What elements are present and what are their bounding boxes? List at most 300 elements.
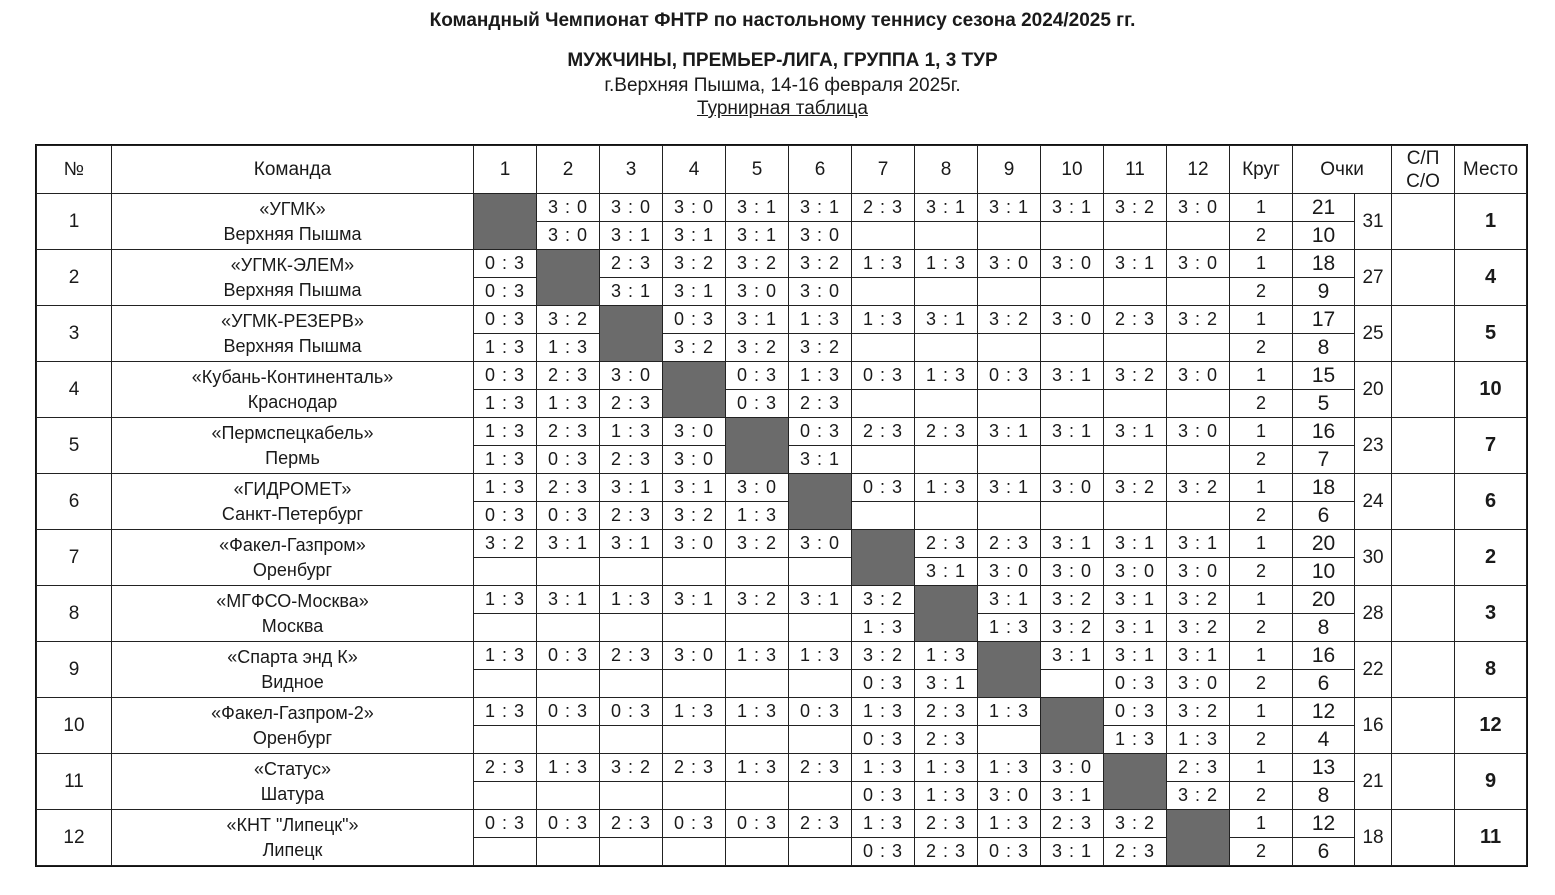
total-points: 20	[1355, 362, 1392, 418]
match-score: 3 : 1	[1104, 586, 1167, 614]
match-score: 3 : 2	[726, 530, 789, 558]
match-score: 3 : 2	[663, 334, 726, 362]
match-score	[726, 838, 789, 866]
round-number: 1	[1230, 698, 1293, 726]
match-score: 1 : 3	[474, 418, 537, 446]
match-score: 3 : 0	[663, 530, 726, 558]
match-score: 1 : 3	[915, 754, 978, 782]
match-score: 3 : 1	[1041, 362, 1104, 390]
match-score	[1041, 390, 1104, 418]
match-score	[537, 782, 600, 810]
round-number: 2	[1230, 838, 1293, 866]
sp-so-cell	[1392, 250, 1455, 306]
match-score: 3 : 0	[1041, 474, 1104, 502]
round-number: 2	[1230, 446, 1293, 474]
match-score: 2 : 3	[915, 530, 978, 558]
match-score: 3 : 2	[1167, 474, 1230, 502]
total-points: 24	[1355, 474, 1392, 530]
match-score	[474, 838, 537, 866]
final-place: 6	[1455, 474, 1527, 530]
event-location-date: г.Верхняя Пышма, 14-16 февраля 2025г.	[604, 75, 961, 96]
team-number: 9	[37, 642, 112, 698]
match-score: 2 : 3	[1167, 754, 1230, 782]
match-score: 2 : 3	[600, 446, 663, 474]
match-score	[474, 558, 537, 586]
match-score: 2 : 3	[537, 474, 600, 502]
match-score	[852, 222, 915, 250]
match-score: 1 : 3	[789, 306, 852, 334]
match-score	[726, 558, 789, 586]
self-match-blocked-cell	[978, 642, 1041, 698]
match-score	[978, 726, 1041, 754]
column-header-opponent: 5	[726, 146, 789, 194]
round-points: 6	[1293, 838, 1355, 866]
team-cell	[112, 698, 474, 754]
round-number: 1	[1230, 474, 1293, 502]
team-row-round-1	[37, 642, 1527, 670]
match-score: 3 : 1	[1041, 530, 1104, 558]
match-score	[726, 782, 789, 810]
final-place: 1	[1455, 194, 1527, 250]
match-score	[537, 614, 600, 642]
match-score: 3 : 0	[1041, 754, 1104, 782]
match-score: 3 : 2	[852, 642, 915, 670]
match-score	[852, 278, 915, 306]
team-number: 1	[37, 194, 112, 250]
team-cell	[112, 474, 474, 530]
match-score	[600, 838, 663, 866]
match-score: 3 : 1	[915, 558, 978, 586]
match-score	[978, 502, 1041, 530]
match-score: 3 : 0	[1167, 362, 1230, 390]
match-score: 3 : 0	[663, 446, 726, 474]
team-name: «УГМК-ЭЛЕМ»	[230, 254, 355, 275]
match-score	[537, 726, 600, 754]
match-score: 3 : 2	[789, 250, 852, 278]
match-score: 1 : 3	[978, 614, 1041, 642]
so-label: С/О	[1406, 170, 1440, 192]
total-points: 27	[1355, 250, 1392, 306]
sp-so-cell	[1392, 754, 1455, 810]
self-match-blocked-cell	[789, 474, 852, 530]
match-score: 1 : 3	[474, 642, 537, 670]
match-score	[978, 446, 1041, 474]
match-score: 3 : 1	[978, 586, 1041, 614]
sp-so-cell	[1392, 586, 1455, 642]
match-score: 1 : 3	[474, 334, 537, 362]
match-score: 3 : 1	[600, 222, 663, 250]
match-score: 3 : 0	[1041, 250, 1104, 278]
team-cell	[112, 306, 474, 362]
match-score	[1104, 222, 1167, 250]
team-cell	[112, 530, 474, 586]
total-points: 30	[1355, 530, 1392, 586]
match-score: 2 : 3	[1104, 838, 1167, 866]
match-score: 3 : 2	[663, 250, 726, 278]
team-row-round-1	[37, 698, 1527, 726]
match-score: 3 : 0	[789, 278, 852, 306]
match-score: 3 : 2	[600, 754, 663, 782]
match-score: 0 : 3	[600, 698, 663, 726]
round-points: 12	[1293, 810, 1355, 838]
round-number: 2	[1230, 614, 1293, 642]
sp-so-cell	[1392, 474, 1455, 530]
match-score: 2 : 3	[600, 502, 663, 530]
match-score: 3 : 0	[1167, 250, 1230, 278]
match-score	[1041, 502, 1104, 530]
match-score: 2 : 3	[789, 754, 852, 782]
team-name: «МГФСО-Москва»	[216, 590, 369, 611]
match-score	[1167, 334, 1230, 362]
self-match-blocked-cell	[474, 194, 537, 250]
round-points: 13	[1293, 754, 1355, 782]
match-score: 1 : 3	[1167, 726, 1230, 754]
match-score: 3 : 2	[789, 334, 852, 362]
match-score: 2 : 3	[915, 726, 978, 754]
match-score: 1 : 3	[852, 306, 915, 334]
match-score: 3 : 1	[663, 586, 726, 614]
self-match-blocked-cell	[663, 362, 726, 418]
match-score	[978, 390, 1041, 418]
standings-table	[36, 145, 1527, 866]
round-points: 16	[1293, 418, 1355, 446]
match-score	[978, 222, 1041, 250]
team-name: «КНТ "Липецк"»	[226, 814, 359, 835]
round-number: 2	[1230, 726, 1293, 754]
match-score: 1 : 3	[726, 698, 789, 726]
match-score: 0 : 3	[537, 502, 600, 530]
match-score: 3 : 0	[600, 194, 663, 222]
round-number: 2	[1230, 558, 1293, 586]
match-score: 1 : 3	[726, 754, 789, 782]
match-score	[1167, 502, 1230, 530]
round-points: 17	[1293, 306, 1355, 334]
match-score: 3 : 0	[978, 782, 1041, 810]
match-score: 3 : 1	[663, 474, 726, 502]
team-city: Пермь	[265, 447, 320, 468]
round-points: 18	[1293, 250, 1355, 278]
sp-so-cell	[1392, 810, 1455, 866]
match-score: 0 : 3	[789, 698, 852, 726]
self-match-blocked-cell	[537, 250, 600, 306]
round-points: 9	[1293, 278, 1355, 306]
match-score: 3 : 1	[600, 278, 663, 306]
match-score	[600, 558, 663, 586]
match-score: 3 : 1	[978, 474, 1041, 502]
match-score: 3 : 2	[663, 502, 726, 530]
match-score	[474, 670, 537, 698]
match-score: 3 : 2	[1167, 698, 1230, 726]
sp-so-cell	[1392, 530, 1455, 586]
team-city: Верхняя Пышма	[223, 335, 362, 356]
match-score: 3 : 1	[1104, 530, 1167, 558]
column-header-points: Очки	[1293, 146, 1392, 194]
team-number: 2	[37, 250, 112, 306]
match-score: 3 : 0	[600, 362, 663, 390]
match-score	[852, 502, 915, 530]
total-points: 16	[1355, 698, 1392, 754]
match-score: 1 : 3	[600, 418, 663, 446]
self-match-blocked-cell	[600, 306, 663, 362]
team-row-round-1	[37, 530, 1527, 558]
match-score	[663, 838, 726, 866]
round-points: 20	[1293, 530, 1355, 558]
match-score: 1 : 3	[789, 642, 852, 670]
match-score: 2 : 3	[474, 754, 537, 782]
match-score	[978, 278, 1041, 306]
match-score: 3 : 1	[726, 306, 789, 334]
match-score: 1 : 3	[978, 698, 1041, 726]
team-cell	[112, 642, 474, 698]
match-score	[789, 670, 852, 698]
match-score: 0 : 3	[537, 698, 600, 726]
match-score: 2 : 3	[600, 390, 663, 418]
match-score: 0 : 3	[852, 670, 915, 698]
team-row-round-1	[37, 362, 1527, 390]
round-number: 2	[1230, 334, 1293, 362]
round-points: 18	[1293, 474, 1355, 502]
match-score: 2 : 3	[789, 390, 852, 418]
match-score	[474, 782, 537, 810]
document-subtitle: МУЖЧИНЫ, ПРЕМЬЕР-ЛИГА, ГРУППА 1, 3 ТУР	[567, 50, 998, 71]
total-points: 28	[1355, 586, 1392, 642]
match-score: 0 : 3	[474, 362, 537, 390]
self-match-blocked-cell	[915, 586, 978, 642]
match-score: 0 : 3	[726, 362, 789, 390]
team-name: «ГИДРОМЕТ»	[233, 478, 352, 499]
match-score	[474, 726, 537, 754]
match-score: 3 : 2	[978, 306, 1041, 334]
self-match-blocked-cell	[852, 530, 915, 586]
match-score: 2 : 3	[852, 194, 915, 222]
round-number: 2	[1230, 502, 1293, 530]
match-score: 1 : 3	[474, 586, 537, 614]
match-score: 0 : 3	[852, 838, 915, 866]
match-score: 1 : 3	[474, 698, 537, 726]
match-score: 1 : 3	[726, 502, 789, 530]
table-heading: Турнирная таблица	[697, 98, 868, 119]
team-city: Оренбург	[252, 727, 333, 748]
round-number: 2	[1230, 390, 1293, 418]
team-number: 8	[37, 586, 112, 642]
match-score: 3 : 2	[1167, 614, 1230, 642]
team-cell	[112, 362, 474, 418]
round-number: 1	[1230, 530, 1293, 558]
match-score	[537, 670, 600, 698]
match-score	[915, 446, 978, 474]
round-number: 1	[1230, 586, 1293, 614]
round-number: 1	[1230, 362, 1293, 390]
match-score	[1104, 334, 1167, 362]
match-score	[663, 726, 726, 754]
match-score: 3 : 1	[1167, 530, 1230, 558]
match-score: 3 : 0	[1167, 670, 1230, 698]
final-place: 11	[1455, 810, 1527, 866]
match-score: 3 : 2	[1104, 362, 1167, 390]
match-score: 1 : 3	[852, 614, 915, 642]
match-score	[789, 782, 852, 810]
team-cell	[112, 586, 474, 642]
final-place: 8	[1455, 642, 1527, 698]
match-score	[474, 614, 537, 642]
round-number: 1	[1230, 306, 1293, 334]
team-number: 5	[37, 418, 112, 474]
match-score	[663, 614, 726, 642]
match-score	[978, 334, 1041, 362]
round-number: 1	[1230, 418, 1293, 446]
team-city: Липецк	[262, 839, 323, 860]
match-score: 0 : 3	[537, 446, 600, 474]
match-score: 3 : 2	[1167, 586, 1230, 614]
match-score	[1104, 502, 1167, 530]
match-score	[726, 670, 789, 698]
final-place: 3	[1455, 586, 1527, 642]
match-score: 1 : 3	[978, 754, 1041, 782]
round-number: 2	[1230, 222, 1293, 250]
match-score: 3 : 0	[789, 530, 852, 558]
match-score: 3 : 1	[1041, 642, 1104, 670]
match-score: 1 : 3	[474, 474, 537, 502]
match-score: 0 : 3	[663, 810, 726, 838]
team-name: «Статус»	[254, 758, 331, 779]
total-points: 21	[1355, 754, 1392, 810]
sp-so-cell	[1392, 642, 1455, 698]
match-score	[1041, 278, 1104, 306]
column-header-opponent: 12	[1167, 146, 1230, 194]
team-name: «УГМК-РЕЗЕРВ»	[221, 310, 364, 331]
match-score: 3 : 2	[726, 334, 789, 362]
match-score: 2 : 3	[978, 530, 1041, 558]
match-score: 0 : 3	[852, 362, 915, 390]
match-score: 3 : 2	[852, 586, 915, 614]
round-points: 8	[1293, 334, 1355, 362]
total-points: 25	[1355, 306, 1392, 362]
match-score: 1 : 3	[915, 362, 978, 390]
column-header-opponent: 2	[537, 146, 600, 194]
match-score	[789, 558, 852, 586]
round-points: 21	[1293, 194, 1355, 222]
column-header-team: Команда	[112, 146, 474, 194]
match-score: 2 : 3	[600, 250, 663, 278]
match-score: 3 : 2	[1167, 782, 1230, 810]
self-match-blocked-cell	[1041, 698, 1104, 754]
team-city: Видное	[261, 671, 324, 692]
team-row-round-1	[37, 194, 1527, 222]
match-score: 3 : 1	[537, 530, 600, 558]
match-score: 3 : 1	[1104, 250, 1167, 278]
match-score: 3 : 1	[537, 586, 600, 614]
match-score: 0 : 3	[474, 306, 537, 334]
match-score: 3 : 1	[663, 278, 726, 306]
column-header-opponent: 3	[600, 146, 663, 194]
match-score: 1 : 3	[978, 810, 1041, 838]
match-score: 3 : 0	[663, 194, 726, 222]
match-score: 3 : 0	[1167, 558, 1230, 586]
match-score	[1041, 446, 1104, 474]
self-match-blocked-cell	[1167, 810, 1230, 866]
table-header-row	[37, 146, 1527, 194]
match-score	[915, 278, 978, 306]
match-score: 1 : 3	[474, 390, 537, 418]
match-score: 3 : 1	[726, 194, 789, 222]
column-header-opponent: 9	[978, 146, 1041, 194]
match-score: 3 : 0	[1041, 558, 1104, 586]
match-score	[852, 334, 915, 362]
match-score	[663, 558, 726, 586]
match-score: 3 : 1	[789, 194, 852, 222]
match-score: 0 : 3	[978, 362, 1041, 390]
match-score: 2 : 3	[915, 418, 978, 446]
match-score: 2 : 3	[852, 418, 915, 446]
self-match-blocked-cell	[1104, 754, 1167, 810]
match-score	[1167, 446, 1230, 474]
team-name: «Кубань-Континенталь»	[191, 366, 394, 387]
team-name: «Факел-Газпром-2»	[211, 702, 374, 723]
final-place: 5	[1455, 306, 1527, 362]
team-city: Краснодар	[247, 391, 338, 412]
round-points: 10	[1293, 222, 1355, 250]
team-row-round-1	[37, 418, 1527, 446]
match-score: 3 : 0	[1167, 194, 1230, 222]
match-score: 3 : 2	[726, 586, 789, 614]
round-number: 2	[1230, 670, 1293, 698]
match-score	[789, 614, 852, 642]
team-number: 3	[37, 306, 112, 362]
match-score: 0 : 3	[474, 502, 537, 530]
match-score: 2 : 3	[1041, 810, 1104, 838]
match-score: 3 : 0	[663, 418, 726, 446]
match-score: 0 : 3	[726, 390, 789, 418]
final-place: 9	[1455, 754, 1527, 810]
match-score	[915, 334, 978, 362]
match-score: 3 : 0	[726, 278, 789, 306]
column-header-place: Место	[1455, 146, 1527, 194]
match-score: 0 : 3	[537, 810, 600, 838]
final-place: 4	[1455, 250, 1527, 306]
match-score	[1104, 446, 1167, 474]
match-score: 3 : 0	[726, 474, 789, 502]
team-row-round-1	[37, 474, 1527, 502]
match-score: 2 : 3	[915, 838, 978, 866]
round-points: 20	[1293, 586, 1355, 614]
match-score: 3 : 1	[1041, 782, 1104, 810]
team-city: Оренбург	[252, 559, 333, 580]
team-cell	[112, 418, 474, 474]
match-score: 3 : 1	[1104, 418, 1167, 446]
sp-so-cell	[1392, 362, 1455, 418]
round-points: 7	[1293, 446, 1355, 474]
match-score: 1 : 3	[474, 446, 537, 474]
match-score	[1167, 390, 1230, 418]
match-score: 1 : 3	[600, 586, 663, 614]
team-row-round-1	[37, 306, 1527, 334]
match-score: 3 : 1	[915, 306, 978, 334]
round-number: 1	[1230, 194, 1293, 222]
match-score: 3 : 1	[600, 474, 663, 502]
team-name: «Факел-Газпром»	[219, 534, 366, 555]
round-points: 5	[1293, 390, 1355, 418]
match-score: 3 : 0	[537, 222, 600, 250]
team-city: Верхняя Пышма	[223, 279, 362, 300]
match-score	[726, 614, 789, 642]
match-score: 3 : 1	[978, 194, 1041, 222]
match-score	[726, 726, 789, 754]
round-points: 15	[1293, 362, 1355, 390]
match-score: 0 : 3	[663, 306, 726, 334]
match-score	[600, 670, 663, 698]
match-score: 1 : 3	[915, 642, 978, 670]
match-score: 1 : 3	[915, 782, 978, 810]
